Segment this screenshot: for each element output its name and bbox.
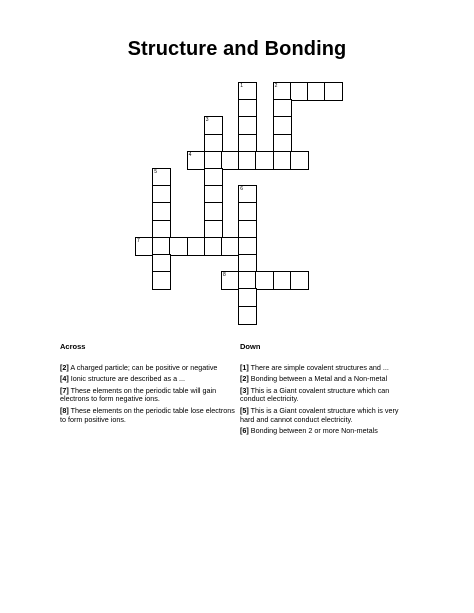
grid-cell[interactable] xyxy=(204,168,223,187)
grid-cell[interactable] xyxy=(204,151,223,170)
grid-cell[interactable] xyxy=(290,151,309,170)
grid-cell[interactable] xyxy=(204,116,223,135)
grid-cell[interactable] xyxy=(238,271,257,290)
clue-down-5: [5] This is a Giant covalent structure which is very hard and cannot conduct electricity. xyxy=(240,405,399,424)
clue-down-3: [3] This is a Giant covalent structure which can conduct electricity. xyxy=(240,385,390,404)
grid-cell[interactable] xyxy=(238,237,257,256)
grid-cell[interactable] xyxy=(238,288,257,307)
grid-cell[interactable] xyxy=(307,82,326,101)
grid-cell[interactable] xyxy=(238,254,257,273)
grid-number: 2 xyxy=(274,83,278,89)
grid-cell[interactable] xyxy=(273,82,292,101)
grid-cell[interactable] xyxy=(152,271,171,290)
grid-cell[interactable] xyxy=(152,168,171,187)
grid-cell[interactable] xyxy=(273,151,292,170)
grid-cell[interactable] xyxy=(152,254,171,273)
across-clues xyxy=(60,343,235,427)
puzzle-title: Structure and Bonding xyxy=(127,38,347,60)
grid-cell[interactable] xyxy=(238,99,257,118)
grid-cell[interactable] xyxy=(324,82,343,101)
clue-down-2: [2] Bonding between a Metal and a Non-metal xyxy=(240,374,388,384)
grid-cell[interactable] xyxy=(238,134,257,153)
grid-cell[interactable] xyxy=(238,82,257,101)
grid-number: 4 xyxy=(188,151,192,158)
grid-cell[interactable] xyxy=(273,99,292,118)
grid-cell[interactable] xyxy=(204,202,223,221)
grid-cell[interactable] xyxy=(187,237,206,256)
grid-cell[interactable] xyxy=(290,82,309,101)
clue-across-4: [4] Ionic structure are described as a ... xyxy=(60,374,186,384)
clue-across-2: [2] A charged particle; can be positive or negative xyxy=(60,362,218,372)
down-heading: Down xyxy=(240,342,261,351)
grid-cell[interactable] xyxy=(204,237,223,256)
grid-cell[interactable] xyxy=(152,185,171,204)
grid-cell[interactable] xyxy=(204,134,223,153)
grid-cell[interactable] xyxy=(255,271,274,290)
grid-cell[interactable] xyxy=(204,220,223,239)
grid-number: 3 xyxy=(205,117,209,124)
grid-cell[interactable] xyxy=(238,151,257,170)
clue-down-6: [6] Bonding between 2 or more Non-metals xyxy=(240,426,378,436)
across-heading: Across xyxy=(60,342,86,351)
grid-number: 7 xyxy=(137,237,140,244)
grid-cell[interactable] xyxy=(255,151,274,170)
grid-cell[interactable] xyxy=(152,202,171,221)
grid-number: 1 xyxy=(240,83,243,89)
grid-cell[interactable] xyxy=(204,185,223,204)
grid-number: 5 xyxy=(154,169,157,175)
grid-cell[interactable] xyxy=(238,116,257,135)
grid-number: 8 xyxy=(223,272,226,279)
grid-cell[interactable] xyxy=(187,151,206,170)
grid-cell[interactable] xyxy=(152,220,171,239)
grid-cell[interactable] xyxy=(221,271,240,290)
grid-cell[interactable] xyxy=(221,151,240,170)
grid-cell[interactable] xyxy=(273,116,292,135)
grid-cell[interactable] xyxy=(238,220,257,239)
grid-cell[interactable] xyxy=(273,271,292,290)
grid-cell[interactable] xyxy=(169,237,188,256)
grid-number: 6 xyxy=(240,186,243,193)
clue-across-7: [7] These elements on the periodic table will gain electrons to form negative ions. xyxy=(60,385,217,404)
grid-cell[interactable] xyxy=(238,306,257,325)
grid-cell[interactable] xyxy=(152,237,171,256)
grid-cell[interactable] xyxy=(238,185,257,204)
down-clues xyxy=(240,343,408,439)
grid-cell[interactable] xyxy=(290,271,309,290)
grid-cell[interactable] xyxy=(238,202,257,221)
clue-down-1: [1] There are simple covalent structures and ... xyxy=(240,362,389,372)
grid-cell[interactable] xyxy=(135,237,154,256)
clue-across-8: [8] These elements on the periodic table lose electrons to form positive ions. xyxy=(60,405,235,424)
grid-cell[interactable] xyxy=(273,134,292,153)
grid-cell[interactable] xyxy=(221,237,240,256)
